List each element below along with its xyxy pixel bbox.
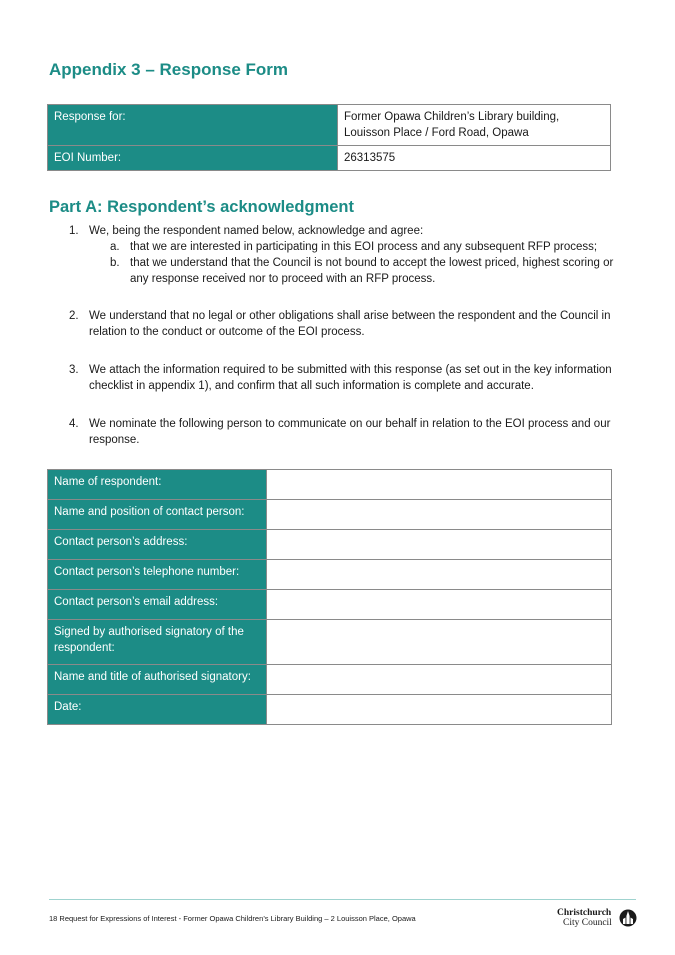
response-for-label: Response for: <box>48 105 338 146</box>
contact-label: Signed by authorised signatory of the respondent: <box>48 620 267 665</box>
response-table <box>47 104 611 171</box>
contact-value-field[interactable] <box>267 590 612 620</box>
sub-item-text: that we are interested in participating in this EOI process and any subsequent RFP process; <box>130 241 598 253</box>
contact-label: Contact person’s email address: <box>48 590 267 620</box>
eoi-number-text: 26313575 <box>344 152 396 164</box>
item-number: 2. <box>69 310 79 322</box>
item-text: We attach the information required to be submitted with this response (as set out in the key information checklist in appendix 1), and confirm that all such information is complete and accurate. <box>89 364 612 392</box>
contact-value-field[interactable] <box>267 500 612 530</box>
item-text: We understand that no legal or other obligations shall arise between the respondent and the Council in relation to the conduct or outcome of the EOI process. <box>89 310 611 338</box>
table-row <box>48 590 612 620</box>
footer-text: 18 Request for Expressions of Interest - Former Opawa Children’s Library Building – 2 Louisson Place, Opawa <box>49 914 416 923</box>
contact-value-field[interactable] <box>267 665 612 695</box>
contact-label: Contact person’s address: <box>48 530 267 560</box>
table-row <box>48 530 612 560</box>
contact-value-field[interactable] <box>267 530 612 560</box>
contact-value-field[interactable] <box>267 620 612 665</box>
logo-line1: Christchurch <box>557 908 612 918</box>
council-logo <box>557 908 639 932</box>
contact-value-field[interactable] <box>267 470 612 500</box>
item-number: 1. <box>69 225 79 237</box>
table-row <box>48 695 612 725</box>
contact-value-field[interactable] <box>267 695 612 725</box>
contact-table <box>47 469 612 725</box>
cathedral-icon <box>619 909 637 927</box>
contact-label: Contact person’s telephone number: <box>48 560 267 590</box>
response-for-value <box>338 105 611 146</box>
table-row <box>48 665 612 695</box>
logo-line2: City Council <box>563 918 612 928</box>
page-title: Appendix 3 – Response Form <box>49 60 288 79</box>
contact-label: Name and position of contact person: <box>48 500 267 530</box>
sub-item-letter: a. <box>110 241 120 253</box>
item-text: We nominate the following person to communicate on our behalf in relation to the EOI process and our response. <box>89 418 611 446</box>
item-number: 3. <box>69 364 79 376</box>
part-a-heading: Part A: Respondent’s acknowledgment <box>49 198 354 216</box>
eoi-number-label: EOI Number: <box>48 146 338 171</box>
table-row <box>48 146 611 171</box>
contact-label: Name and title of authorised signatory: <box>48 665 267 695</box>
footer-divider <box>49 899 636 900</box>
response-for-line2: Louisson Place / Ford Road, Opawa <box>344 127 529 139</box>
table-row <box>48 560 612 590</box>
table-row <box>48 470 612 500</box>
contact-value-field[interactable] <box>267 560 612 590</box>
contact-label: Date: <box>48 695 267 725</box>
contact-label: Name of respondent: <box>48 470 267 500</box>
table-row <box>48 620 612 665</box>
response-for-line1: Former Opawa Children’s Library building, <box>344 111 560 123</box>
sub-item-text: that we understand that the Council is not bound to accept the lowest priced, highest scoring or any response received nor to proceed with an RFP process. <box>130 257 614 285</box>
item-text: We, being the respondent named below, acknowledge and agree: <box>89 225 424 237</box>
table-row <box>48 500 612 530</box>
sub-item-letter: b. <box>110 257 120 269</box>
table-row <box>48 105 611 146</box>
item-number: 4. <box>69 418 79 430</box>
eoi-number-value <box>338 146 611 171</box>
logo-text <box>557 908 612 928</box>
